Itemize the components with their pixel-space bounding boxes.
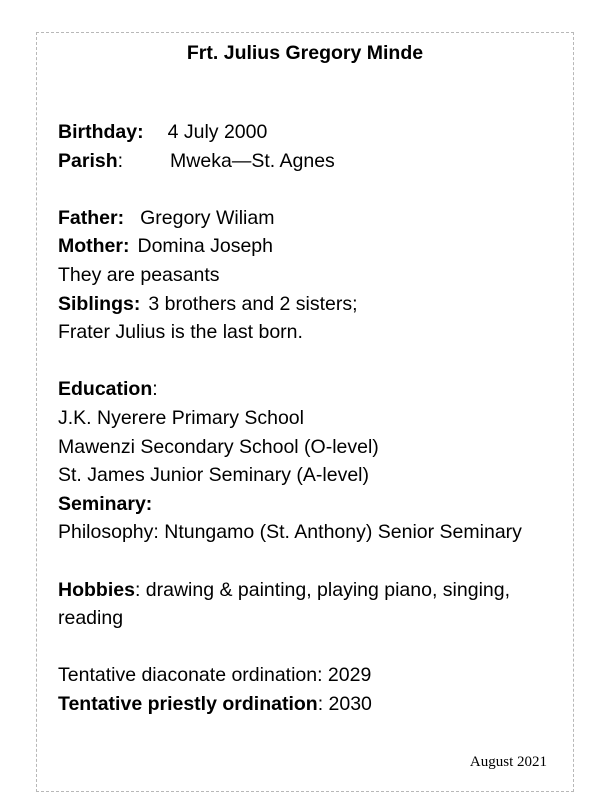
parish-value: Mweka—St. Agnes — [170, 149, 335, 172]
birthday-value: 4 July 2000 — [167, 121, 268, 143]
parish-row — [58, 147, 563, 176]
spacer — [58, 547, 563, 576]
birthday-row — [58, 118, 563, 147]
siblings-row — [58, 290, 563, 319]
mother-label: Mother: — [58, 235, 130, 258]
spacer — [58, 633, 563, 662]
siblings-value: 3 brothers and 2 sisters; — [148, 292, 358, 315]
diaconate-ordination: Tentative diaconate ordination: 2029 — [58, 664, 372, 687]
parish-label: Parish — [58, 149, 118, 172]
mother-row — [58, 232, 563, 261]
profile-card — [36, 32, 574, 792]
education-colon: : — [152, 378, 158, 401]
siblings-label: Siblings: — [58, 292, 141, 315]
hobbies-label: Hobbies — [58, 578, 135, 601]
parents-note: They are peasants — [58, 263, 220, 286]
siblings-note: Frater Julius is the last born. — [58, 321, 303, 344]
priestly-label: Tentative priestly ordination — [58, 692, 318, 715]
father-value: Gregory Wiliam — [140, 206, 275, 229]
seminary-value: Philosophy: Ntungamo (St. Anthony) Senior Seminary — [58, 521, 522, 544]
parish-colon: : — [117, 149, 124, 172]
hobbies-value: : drawing & painting, playing piano, singing, reading — [58, 578, 511, 630]
education-school: St. James Junior Seminary (A-level) — [58, 464, 370, 487]
profile-title: Frt. Julius Gregory Minde — [186, 42, 424, 64]
education-label: Education — [58, 378, 153, 401]
father-row — [58, 204, 563, 233]
mother-value: Domina Joseph — [137, 235, 273, 258]
education-heading — [58, 375, 563, 404]
hobbies-row — [58, 576, 563, 633]
education-school: J.K. Nyerere Primary School — [58, 406, 304, 429]
birthday-label: Birthday: — [58, 121, 144, 143]
father-label: Father: — [58, 206, 125, 229]
education-school: Mawenzi Secondary School (O-level) — [58, 435, 379, 458]
priestly-value: : 2030 — [317, 692, 372, 715]
spacer — [58, 347, 563, 376]
document-date: August 2021 — [469, 754, 547, 770]
priestly-row — [58, 690, 563, 719]
spacer — [58, 175, 563, 204]
profile-content — [58, 118, 563, 718]
seminary-label: Seminary: — [58, 492, 153, 515]
